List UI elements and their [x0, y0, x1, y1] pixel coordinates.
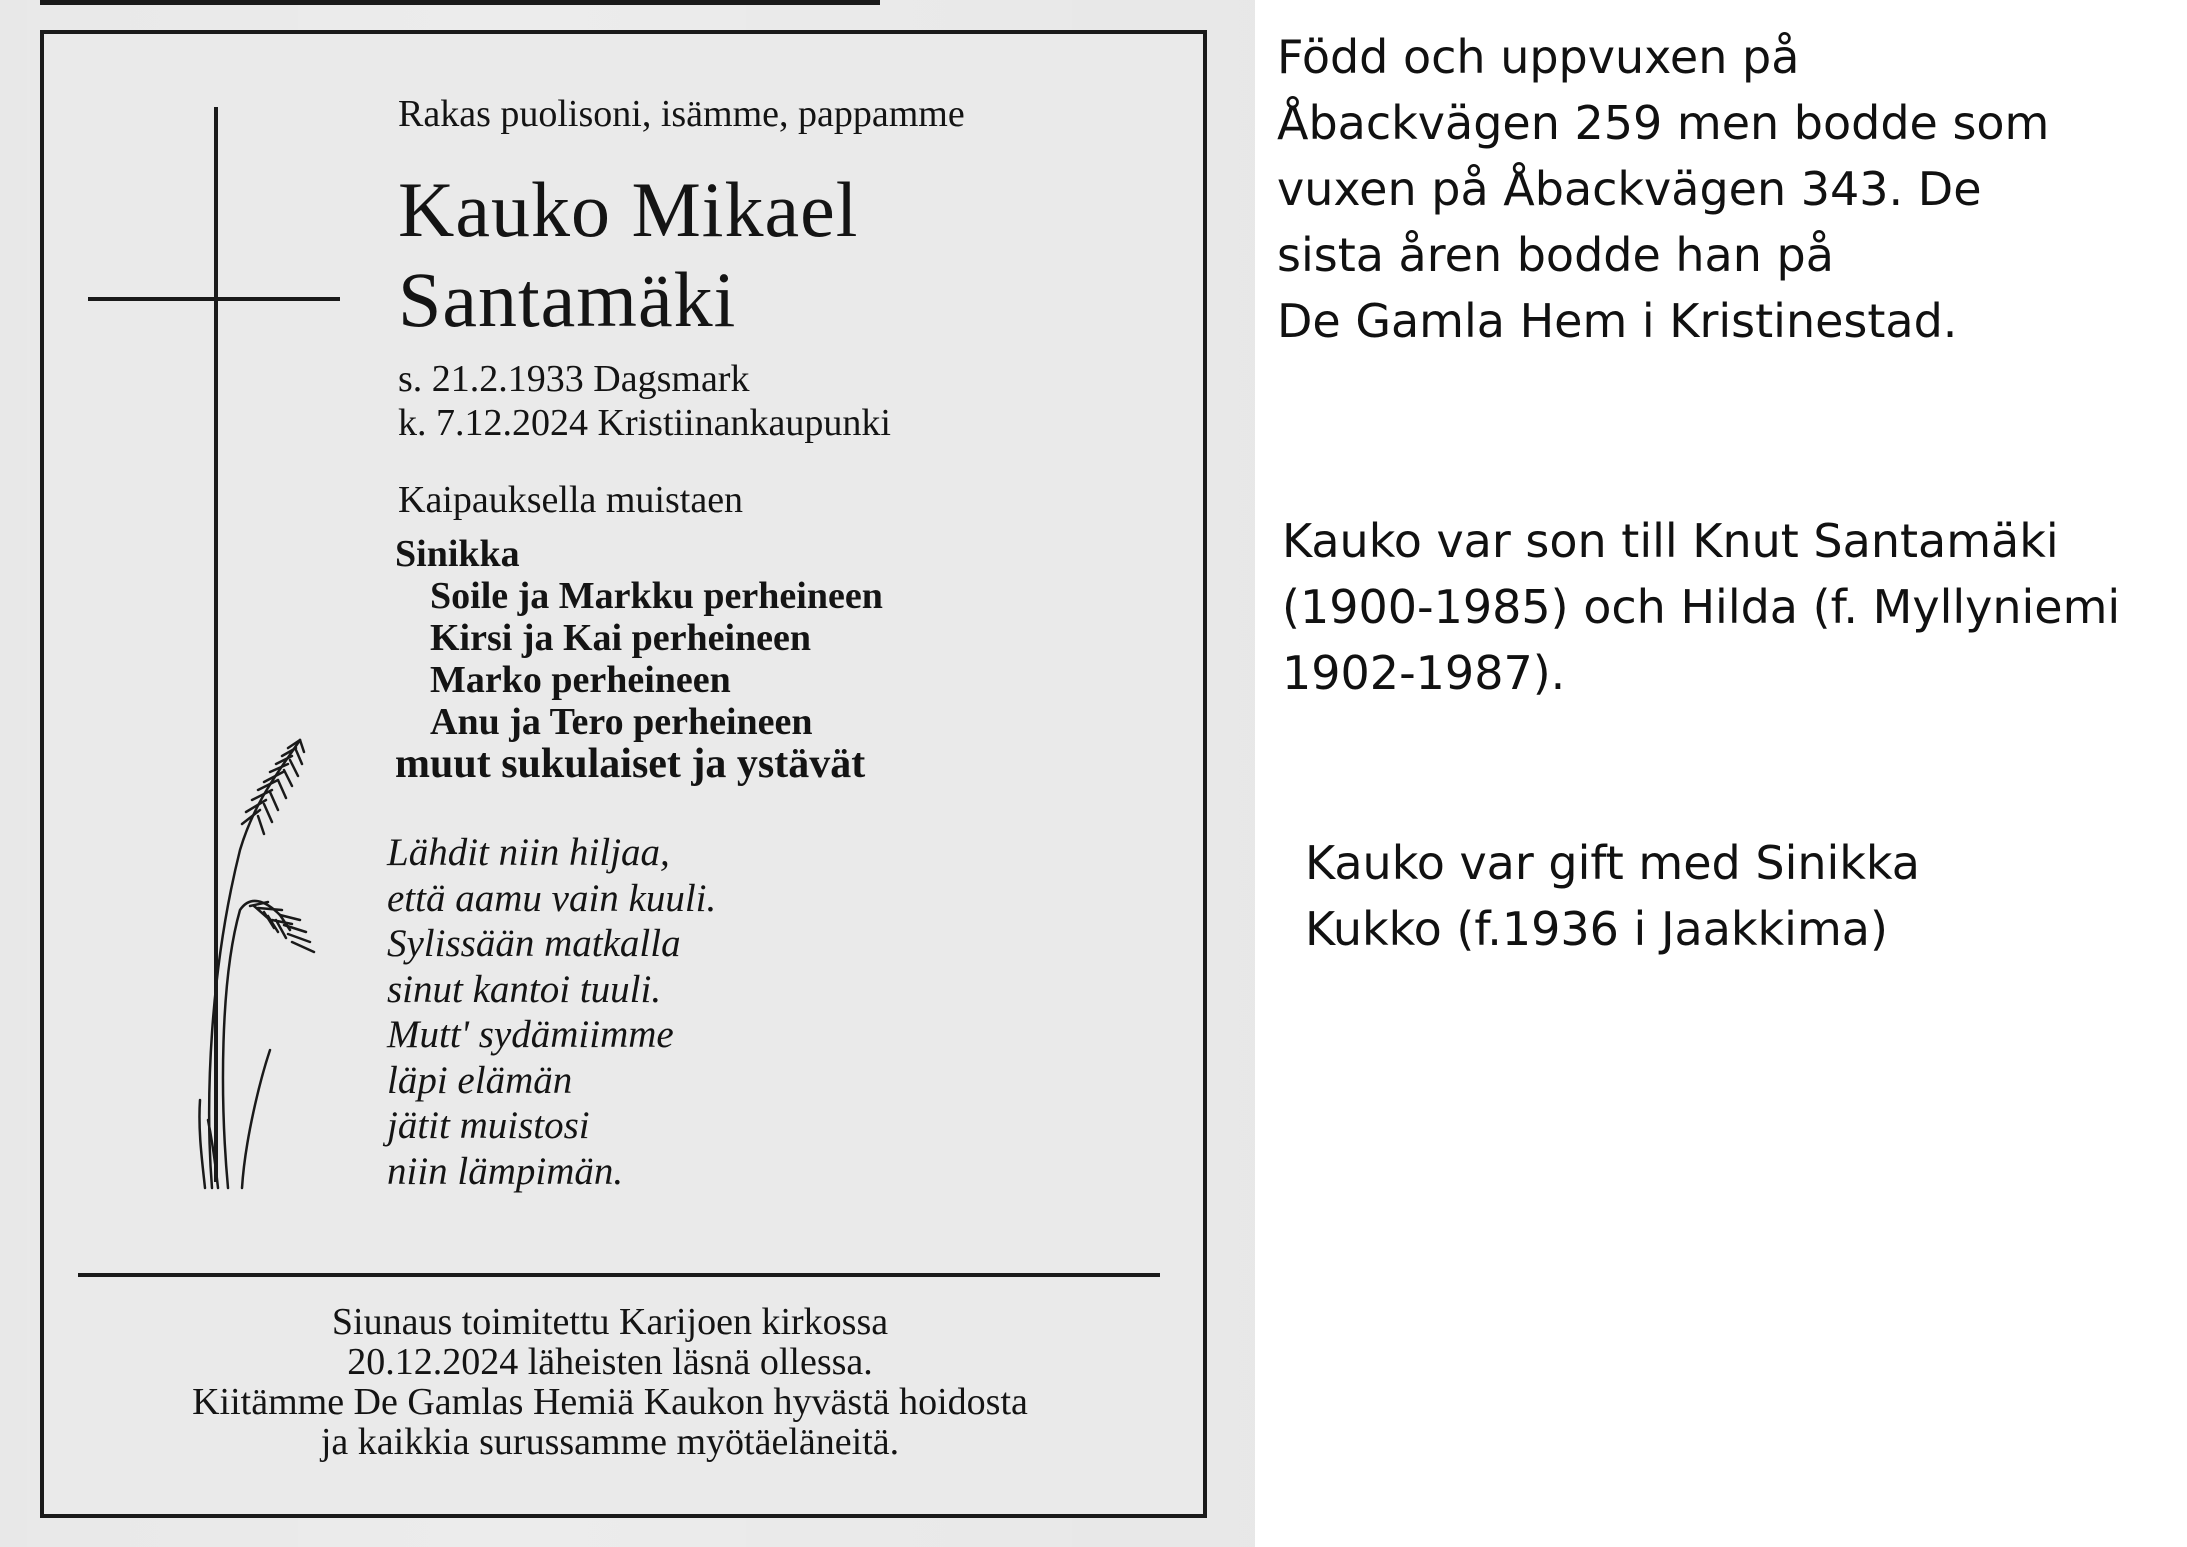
funeral-line: 20.12.2024 läheisten läsnä ollessa.	[347, 1341, 873, 1383]
poem-line: jätit muistosi	[387, 1104, 590, 1147]
section-divider	[78, 1273, 1160, 1277]
name-first-line: Kauko Mikael	[398, 166, 859, 253]
life-dates	[398, 357, 891, 445]
poem-line: Lähdit niin hiljaa,	[387, 831, 670, 874]
funeral-notice	[95, 1302, 1125, 1462]
memorial-poem	[387, 830, 716, 1194]
residence-note	[1277, 24, 2049, 354]
death-date: k. 7.12.2024 Kristiinankaupunki	[398, 402, 891, 444]
mourner: Soile ja Markku perheineen	[430, 575, 883, 617]
intro-line: Rakas puolisoni, isämme, pappamme	[398, 93, 965, 135]
birth-date: s. 21.2.1933 Dagsmark	[398, 358, 750, 400]
mourner: Anu ja Tero perheineen	[430, 701, 813, 743]
poem-line: Mutt' sydämiimme	[387, 1013, 674, 1056]
note-line: (1900-1985) och Hilda (f. Myllyniemi	[1282, 580, 2121, 634]
poem-line: niin lämpimän.	[387, 1149, 624, 1193]
mourner: Marko perheineen	[430, 659, 731, 701]
poem-line: sinut kantoi tuuli.	[387, 967, 662, 1011]
clipping-top-rule	[40, 0, 880, 5]
funeral-line: Siunaus toimitettu Karijoen kirkossa	[331, 1301, 889, 1343]
poem-line: läpi elämän	[387, 1058, 573, 1102]
mourner: Kirsi ja Kai perheineen	[430, 617, 812, 659]
note-line: Kauko var gift med Sinikka	[1305, 836, 1920, 890]
note-line: vuxen på Åbackvägen 343. De	[1277, 162, 1982, 216]
note-line: De Gamla Hem i Kristinestad.	[1277, 294, 1958, 348]
poem-line: Sylissään matkalla	[387, 922, 681, 965]
mourning-intro: Kaipauksella muistaen	[398, 479, 744, 521]
funeral-line: ja kaikkia surussamme myötäeläneitä.	[320, 1421, 900, 1463]
mourner: muut sukulaiset ja ystävät	[395, 741, 866, 787]
funeral-line: Kiitämme De Gamlas Hemiä Kaukon hyvästä hoidosta	[192, 1381, 1028, 1423]
poem-line: että aamu vain kuuli.	[387, 876, 717, 920]
mourners-list	[395, 533, 883, 785]
note-line: Kukko (f.1936 i Jaakkima)	[1305, 902, 1888, 956]
spouse-note	[1305, 830, 1920, 962]
wheat-icon	[150, 720, 350, 1190]
note-line: 1902-1987).	[1282, 646, 1566, 700]
mourner: Sinikka	[395, 533, 520, 575]
deceased-name	[398, 165, 858, 345]
name-last-line: Santamäki	[398, 256, 737, 343]
note-line: Född och uppvuxen på	[1277, 30, 1800, 84]
parents-note	[1282, 508, 2120, 706]
note-line: Kauko var son till Knut Santamäki	[1282, 514, 2059, 568]
note-line: sista åren bodde han på	[1277, 228, 1834, 282]
cross-horizontal-bar	[88, 297, 340, 301]
note-line: Åbackvägen 259 men bodde som	[1277, 96, 2050, 150]
